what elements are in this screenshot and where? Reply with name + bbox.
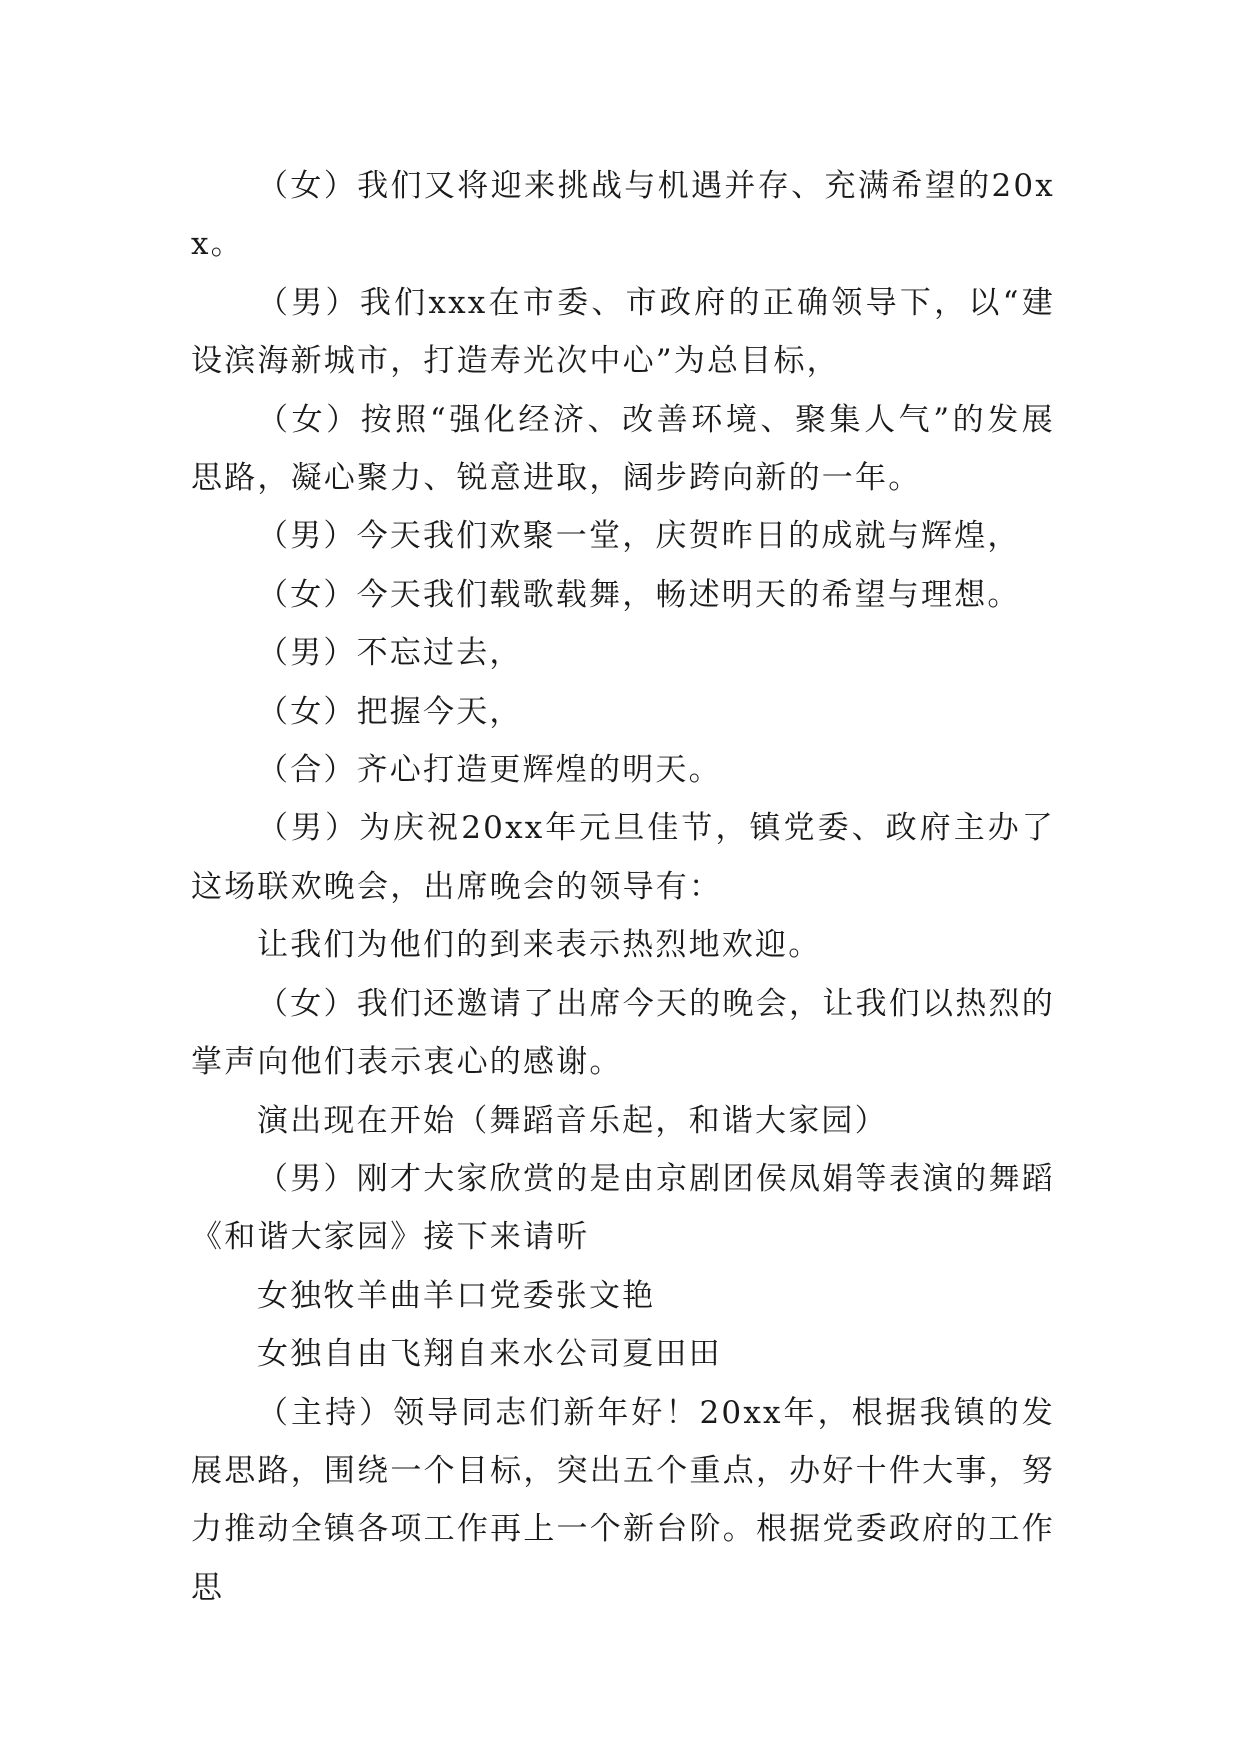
paragraph: （女）我们还邀请了出席今天的晚会，让我们以热烈的掌声向他们表示衷心的感谢。 bbox=[191, 985, 1055, 1081]
paragraph: （女）把握今天， bbox=[257, 693, 523, 730]
paragraph: （主持）领导同志们新年好！20xx年，根据我镇的发展思路，围绕一个目标，突出五个重点，办好十件大事，努力推动全镇各项工作再上一个新台阶。根据党委政府的工作思 bbox=[191, 1394, 1055, 1606]
paragraph: （男）为庆祝20xx年元旦佳节，镇党委、政府主办了这场联欢晚会，出席晚会的领导有： bbox=[191, 810, 1055, 905]
paragraph: 女独自由飞翔自来水公司夏田田 bbox=[257, 1336, 722, 1373]
paragraph: （男）今天我们欢聚一堂，庆贺昨日的成就与辉煌， bbox=[257, 518, 1021, 555]
paragraph: 让我们为他们的到来表示热烈地欢迎。 bbox=[257, 927, 822, 964]
paragraph: （男）我们xxx在市委、市政府的正确领导下，以“建设滨海新城市，打造寿光次中心”为总目标， bbox=[191, 284, 1055, 380]
paragraph: 演出现在开始（舞蹈音乐起，和谐大家园） bbox=[257, 1102, 888, 1139]
paragraph: （女）我们又将迎来挑战与机遇并存、充满希望的20xx。 bbox=[191, 168, 1055, 263]
paragraph: （男）不忘过去， bbox=[257, 635, 523, 672]
document-body bbox=[191, 157, 1055, 1617]
paragraph: （男）刚才大家欣赏的是由京剧团侯凤娟等表演的舞蹈《和谐大家园》接下来请听 bbox=[191, 1160, 1055, 1256]
paragraph: （女）今天我们载歌载舞，畅述明天的希望与理想。 bbox=[257, 576, 1021, 613]
paragraph: （合）齐心打造更辉煌的明天。 bbox=[257, 752, 722, 789]
paragraph: （女）按照“强化经济、改善环境、聚集人气”的发展思路，凝心聚力、锐意进取，阔步跨向新的一年。 bbox=[191, 401, 1055, 497]
paragraph: 女独牧羊曲羊口党委张文艳 bbox=[257, 1277, 656, 1314]
